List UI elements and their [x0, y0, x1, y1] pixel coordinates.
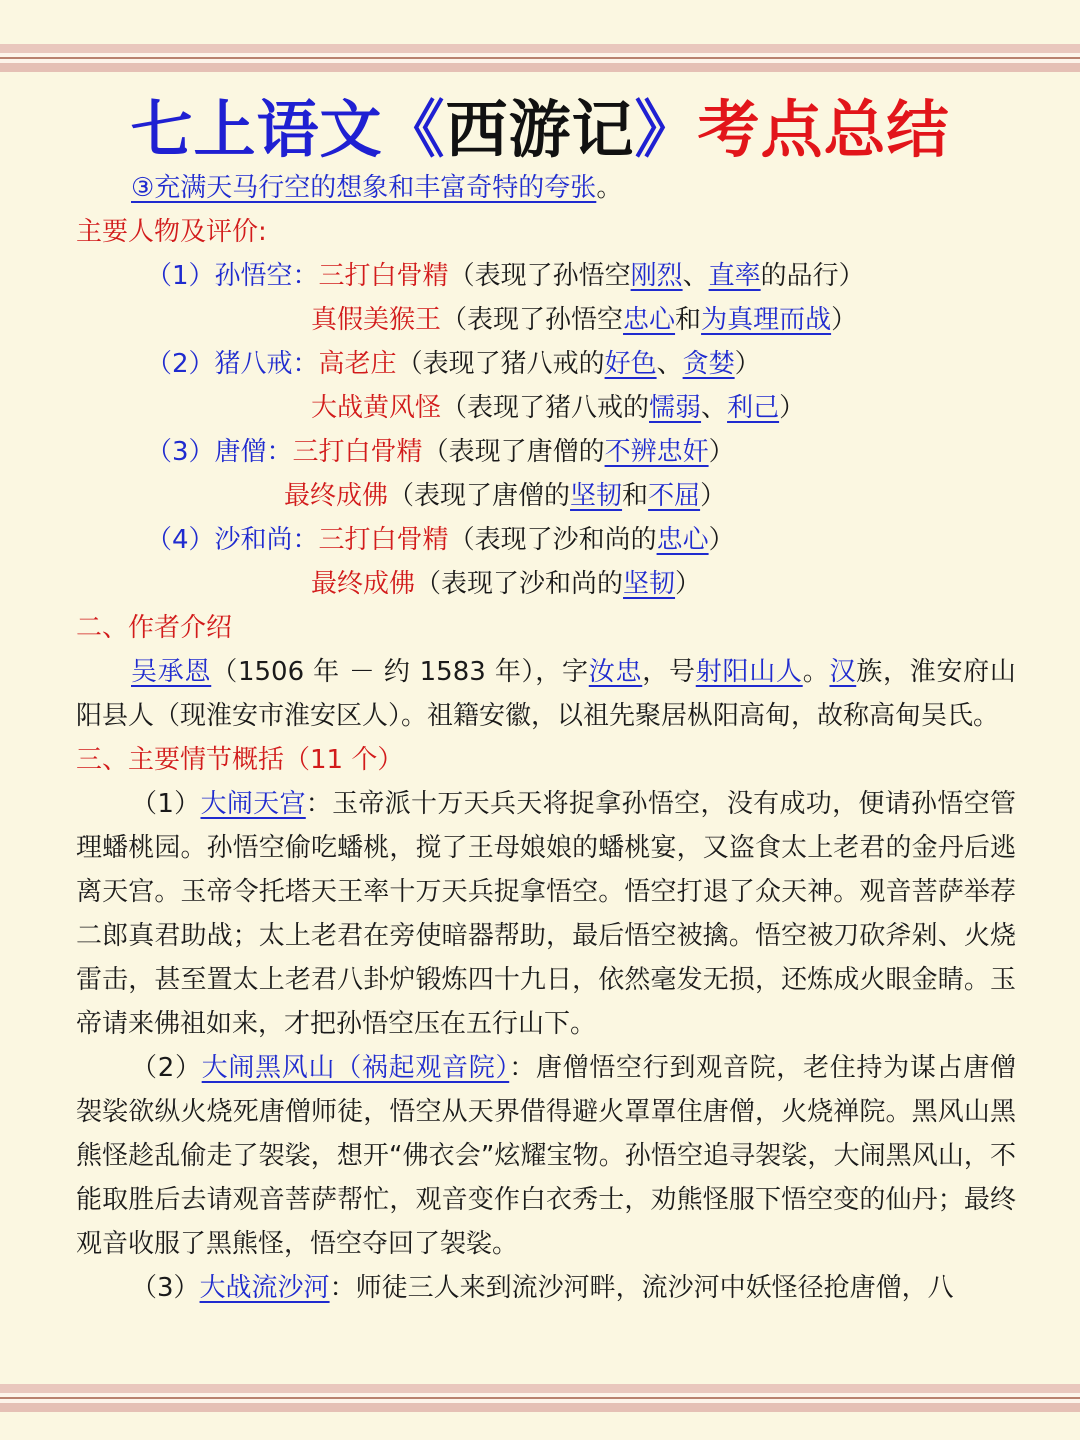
top-decorative-border [0, 44, 1080, 72]
character-tang-seng: （3）唐僧：三打白骨精（表现了唐僧的不辨忠奸） [146, 437, 735, 467]
section-heading-plots: 三、主要情节概括（11 个） [76, 745, 404, 775]
character-sun-wukong-event-2: 真假美猴王（表现了孙悟空忠心和为真理而战） [311, 305, 858, 335]
character-sun-wukong: （1）孙悟空：三打白骨精（表现了孙悟空刚烈、直率的品行） [146, 261, 865, 291]
plot-paragraph-1: （1）大闹天宫：玉帝派十万天兵天将捉拿孙悟空，没有成功，便请孙悟空管理蟠桃园。孙悟空偷吃蟠桃，搅了王母娘娘的蟠桃宴，又盗食太上老君的金丹后逃离天宫。玉帝令托塔天王率十万天兵捉拿悟空。悟空打退了众天神。观音菩萨举荐二郎真君助战；太上老君在旁使暗器帮助，最后悟空被擒。悟空被刀砍斧剁、火烧雷击，甚至置太上老君八卦炉锻炼四十九日，依然毫发无损，还炼成火眼金睛。玉帝请来佛祖如来，才把孙悟空压在五行山下。 [76, 789, 1016, 1039]
character-sha-heshang-event-2: 最终成佛（表现了沙和尚的坚韧） [311, 569, 702, 599]
character-tang-seng-event-2: 最终成佛（表现了唐僧的坚韧和不屈） [284, 481, 727, 511]
bottom-decorative-border [0, 1384, 1080, 1412]
intro-line: ③充满天马行空的想象和丰富奇特的夸张。 [131, 173, 623, 203]
section-heading-characters: 主要人物及评价: [76, 217, 267, 247]
plot-paragraph-2: （2）大闹黑风山（祸起观音院）：唐僧悟空行到观音院，老住持为谋占唐僧袈裟欲纵火烧死唐僧师徒，悟空从天界借得避火罩罩住唐僧，火烧禅院。黑风山黑熊怪趁乱偷走了袈裟，想开“佛衣会”炫耀宝物。孙悟空追寻袈裟，大闹黑风山，不能取胜后去请观音菩萨帮忙，观音变作白衣秀士，劝熊怪服下悟空变的仙丹；最终观音收服了黑熊怪，悟空夺回了袈裟。 [76, 1053, 1016, 1259]
plot-paragraph-3: （3）大战流沙河：师徒三人来到流沙河畔，流沙河中妖怪径抢唐僧，八 [131, 1273, 954, 1303]
character-sha-heshang: （4）沙和尚：三打白骨精（表现了沙和尚的忠心） [146, 525, 735, 555]
character-zhu-bajie: （2）猪八戒：高老庄（表现了猪八戒的好色、贪婪） [146, 349, 761, 379]
page-title: 七上语文《西游记》考点总结 [130, 93, 950, 166]
document-body [76, 166, 1016, 1310]
character-zhu-bajie-event-2: 大战黄风怪（表现了猪八戒的懦弱、利己） [311, 393, 806, 423]
author-paragraph: 吴承恩（1506 年 － 约 1583 年），字汝忠，号射阳山人。汉族，淮安府山阳县人（现淮安市淮安区人）。祖籍安徽，以祖先聚居枞阳高甸，故称高甸吴氏。 [76, 657, 1016, 731]
section-heading-author: 二、作者介绍 [76, 613, 233, 643]
